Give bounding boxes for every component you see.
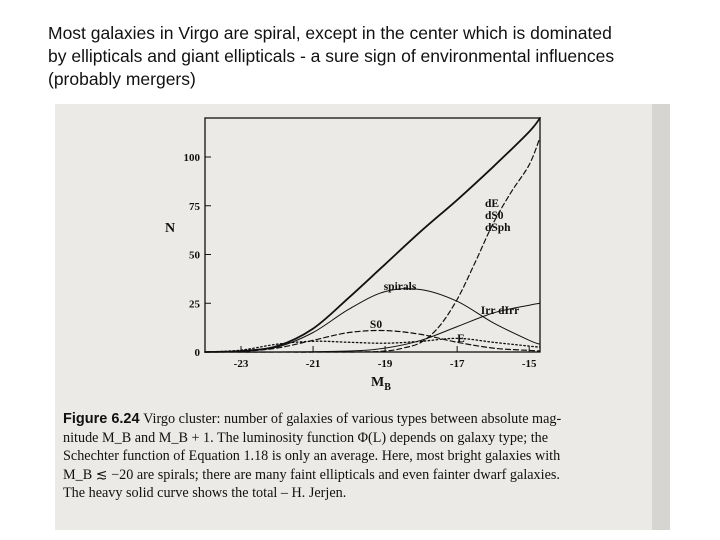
caption-line: The heavy solid curve shows the total – H. Jerjen.: [63, 485, 347, 502]
x-tick-label: -19: [377, 358, 393, 370]
caption-line: M_B ≲ −20 are spirals; there are many faint ellipticals and even fainter dwarf galaxies.: [63, 466, 560, 483]
figure-label: Figure 6.24: [63, 411, 140, 427]
series-label: S0: [369, 319, 383, 331]
y-axis-label: N: [164, 221, 176, 236]
x-tick-label: -23: [233, 358, 249, 370]
y-tick-label: 100: [183, 152, 200, 164]
x-tick-label: -15: [521, 358, 537, 370]
slide-text-line: (probably mergers): [48, 69, 196, 89]
x-axis-label: $M_B$: [371, 375, 391, 393]
series-label: dE: [485, 198, 500, 210]
series-label: E: [457, 333, 465, 345]
series-label: dSph: [485, 222, 511, 234]
y-tick-label: 0: [194, 347, 200, 359]
caption-line: Virgo cluster: number of galaxies of various types between absolute mag-: [143, 411, 562, 427]
slide-text-line: by ellipticals and giant ellipticals - a sure sign of environmental influences: [48, 46, 615, 66]
series-line-s0: [205, 330, 540, 352]
caption-line: nitude M_B and M_B + 1. The luminosity function Φ(L) depends on galaxy type; the: [63, 429, 549, 446]
series-label: dS0: [485, 210, 504, 222]
y-tick-label: 25: [189, 298, 200, 311]
caption-line: Schechter function of Equation 1.18 is only an average. Here, most bright galaxies with: [63, 448, 561, 465]
y-tick-label: 75: [189, 200, 200, 213]
series-label: spirals: [383, 281, 417, 293]
y-tick-label: 50: [189, 249, 200, 262]
series-label: Irr dIrr: [480, 305, 520, 317]
slide-text-line: Most galaxies in Virgo are spiral, except in the center which is dominated: [48, 23, 612, 43]
figure-caption: [63, 410, 648, 503]
x-tick-label: -21: [305, 358, 321, 370]
x-tick-label: -17: [449, 358, 465, 370]
